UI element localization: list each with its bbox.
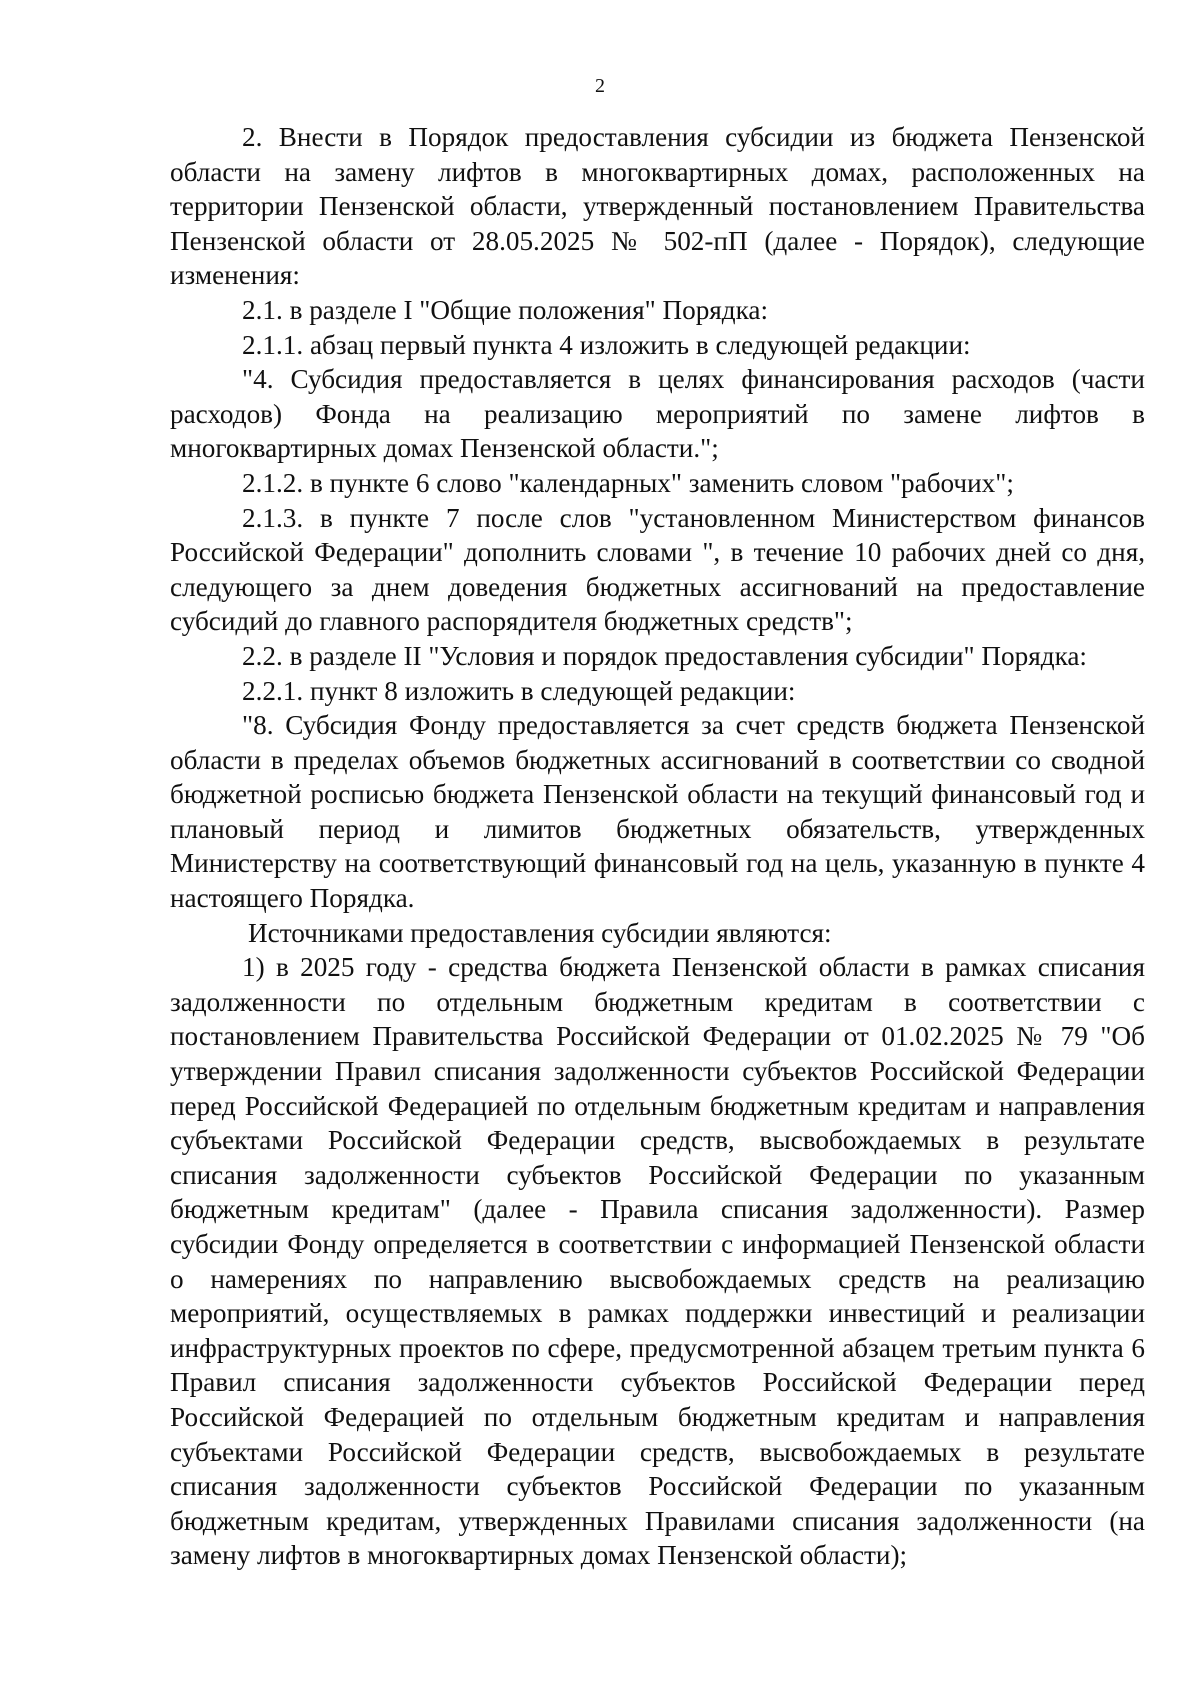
paragraph-sources-heading: Источниками предоставления субсидии являются: [248,917,832,948]
page-number: 2 [595,75,605,97]
paragraph-quote-item-4: "4. Субсидия предоставляется в целях финансирования расходов (части расходов) Фонда на реализацию мероприятий по замене лифтов в многоквартирных домах Пензенской области."; [170,364,1145,464]
paragraph-sources-item-1: 1) в 2025 году - средства бюджета Пензенской области в рамках списания задолженности по отдельным бюджетным кредитам в соответствии с постановлением Правительства Российской Федерации от 01.02.2025 № 79 "Об утверждении Правил списания задолженности субъектов Российской Федерации перед Российской Федерацией по отдельным бюджетным кредитам и направления субъектами Российской Федерации средств, высвобождаемых в результате списания задолженности субъектов Российской Федерации по указанным бюджетным кредитам" (далее - Правила списания задолженности). Размер субсидии Фонду определяется в соответствии с информацией Пензенской области о намерениях по направлению высвобождаемых средств на реализацию мероприятий, осуществляемых в рамках поддержки инвестиций и реализации инфраструктурных проектов по сфере, предусмотренной абзацем третьим пункта 6 Правил списания задолженности субъектов Российской Федерации перед Российской Федерацией по отдельным бюджетным кредитам и направления субъектами Российской Федерации средств, высвобождаемых в результате списания задолженности субъектов Российской Федерации по указанным бюджетным кредитам, утвержденных Правилами списания задолженности (на замену лифтов в многоквартирных домах Пензенской области); [170,952,1145,1571]
paragraph-item-2-2: 2.2. в разделе II "Условия и порядок предоставления субсидии" Порядка: [242,640,1087,671]
paragraph-item-2: 2. Внести в Порядок предоставления субсидии из бюджета Пензенской области на замену лифтов в многоквартирных домах, расположенных на территории Пензенской области, утвержденный постановлением Правительства Пензенской области от 28.05.2025 № 502-пП (далее - Порядок), следующие изменения: [170,122,1145,291]
paragraph-item-2-1-1: 2.1.1. абзац первый пункта 4 изложить в следующей редакции: [242,329,971,360]
paragraph-item-2-2-1: 2.2.1. пункт 8 изложить в следующей редакции: [242,675,796,706]
paragraph-quote-item-8: "8. Субсидия Фонду предоставляется за счет средств бюджета Пензенской области в пределах объемов бюджетных ассигнований в соответствии со сводной бюджетной росписью бюджета Пензенской области на текущий финансовый год и плановый период и лимитов бюджетных обязательств, утвержденных Министерству на соответствующий финансовый год на цель, указанную в пункте 4 настоящего Порядка. [170,710,1145,914]
paragraph-item-2-1-3: 2.1.3. в пункте 7 после слов "установленном Министерством финансов Российской Федерации" дополнить словами ", в течение 10 рабочих дней со дня, следующего за днем доведения бюджетных ассигнований на предоставление субсидий до главного распорядителя бюджетных средств"; [170,502,1145,637]
document-body [170,120,1145,1573]
paragraph-item-2-1: 2.1. в разделе I "Общие положения" Порядка: [242,294,769,325]
paragraph-item-2-1-2: 2.1.2. в пункте 6 слово "календарных" заменить словом "рабочих"; [242,467,1014,498]
